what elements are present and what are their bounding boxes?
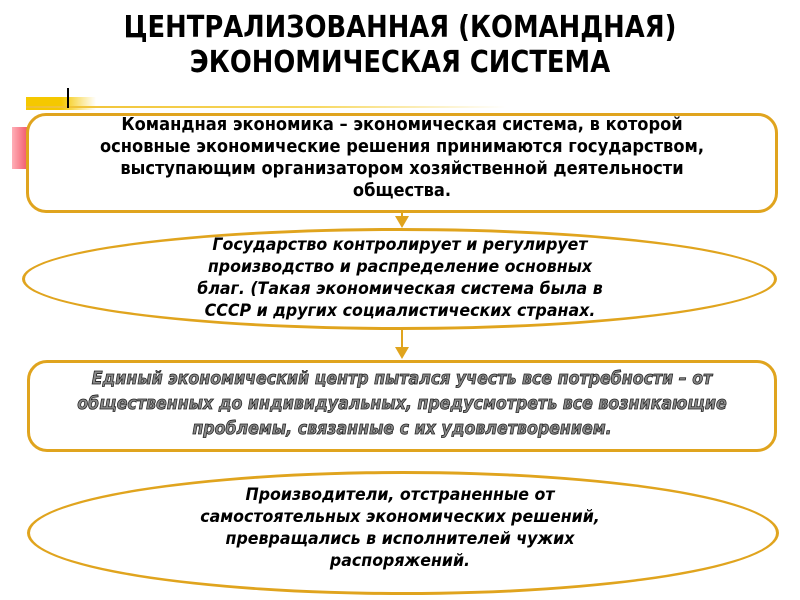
text-line: основные экономические решения принимаются государством, bbox=[99, 137, 705, 157]
text-line: самостоятельных экономических решений, bbox=[200, 507, 600, 527]
text-line: производство и распределение основных bbox=[207, 257, 593, 277]
text-line: превращались в исполнителей чужих bbox=[225, 529, 575, 549]
arrow-down-icon bbox=[395, 212, 409, 229]
black-tick-mark bbox=[67, 88, 69, 108]
slide-title bbox=[56, 10, 744, 80]
arrow-down-icon bbox=[395, 330, 409, 360]
text-line: общественных до индивидуальных, предусмотреть все возникающие bbox=[77, 393, 727, 414]
yellow-accent-bar bbox=[26, 97, 96, 110]
definition-text bbox=[52, 114, 751, 202]
text-line: проблемы, связанные с их удовлетворением. bbox=[192, 418, 612, 439]
central-planning-text bbox=[72, 366, 732, 441]
text-line: распоряжений. bbox=[329, 551, 471, 571]
title-line-1: ЦЕНТРАЛИЗОВАННАЯ (КОМАНДНАЯ) bbox=[123, 10, 677, 45]
text-line: общества. bbox=[352, 181, 452, 201]
text-line: Единый экономический центр пытался учесть все потребности – от bbox=[91, 368, 713, 389]
text-line: благ. (Такая экономическая система была в bbox=[197, 279, 603, 299]
yellow-accent-line bbox=[26, 106, 506, 108]
state-control-text bbox=[121, 234, 679, 322]
title-line-2: ЭКОНОМИЧЕСКАЯ СИСТЕМА bbox=[189, 45, 611, 80]
text-line: СССР и других социалистических странах. bbox=[204, 301, 596, 321]
text-line: Государство контролирует и регулирует bbox=[212, 235, 588, 255]
text-line: выступающим организатором хозяйственной деятельности bbox=[120, 159, 684, 179]
text-line: Производители, отстраненные от bbox=[245, 485, 555, 505]
producers-text bbox=[121, 484, 679, 572]
text-line: Командная экономика – экономическая система, в которой bbox=[121, 115, 683, 135]
